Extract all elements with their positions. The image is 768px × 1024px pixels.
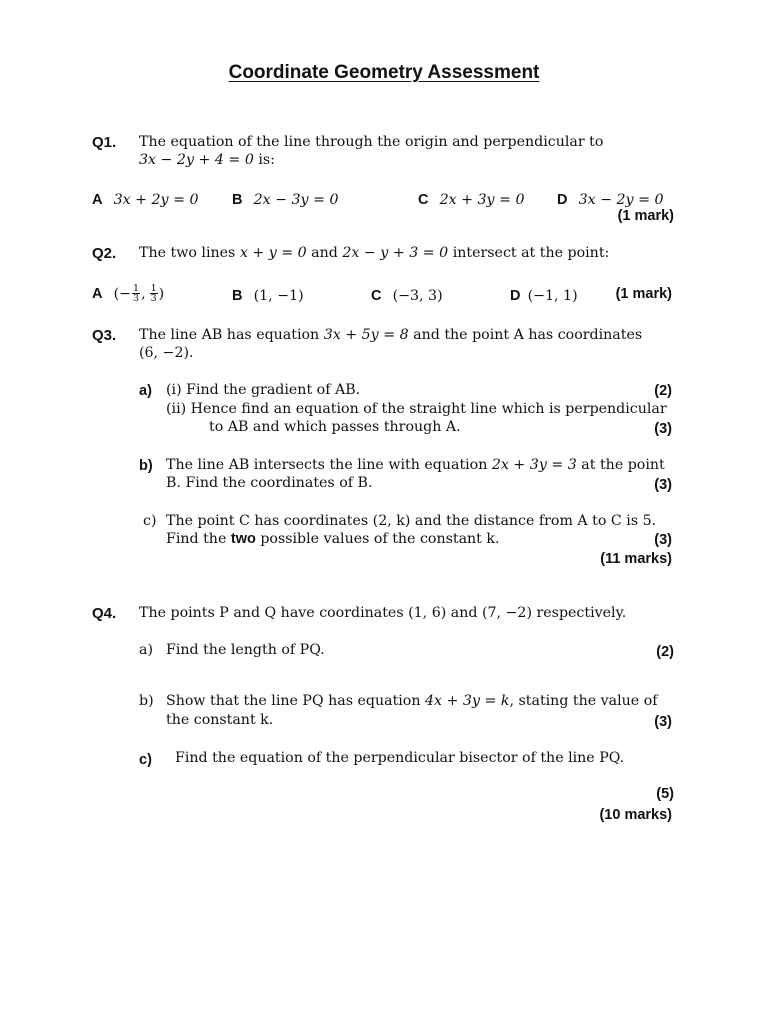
q1-option-d-label: D — [557, 192, 568, 208]
q3-total-marks: (11 marks) — [600, 551, 672, 567]
q1-option-a-label: A — [92, 192, 103, 208]
q3c-line2-b: possible values of the constant k. — [255, 531, 500, 547]
q2-option-a-open: (− — [113, 286, 132, 302]
q2-option-a-close: ) — [158, 286, 165, 302]
q2-eq1: 𝑥 + 𝑦 = 0 — [239, 245, 307, 261]
q4b-equation: 4𝑥 + 3𝑦 = 𝑘 — [425, 693, 510, 709]
q3-text-line2: (6, −2). — [139, 345, 194, 361]
q1-option-b-label: B — [232, 192, 243, 208]
q3b-line1-b: at the point — [576, 457, 665, 473]
q3a-part-i-marks: (2) — [654, 383, 672, 399]
q2-option-c — [371, 285, 443, 304]
q3-text-line1-b: and the point A has coordinates — [408, 327, 643, 343]
q3c-marks: (3) — [654, 532, 672, 548]
q1-number: Q1. — [92, 134, 117, 151]
q4c-label: c) — [139, 752, 152, 768]
q3b-marks: (3) — [654, 477, 672, 493]
q3c-line2-bold: two — [230, 531, 256, 547]
q1-option-b — [232, 189, 339, 208]
q2-option-d-value: (−1, 1) — [527, 288, 578, 304]
q1-option-a-value: 3𝑥 + 2𝑦 = 0 — [113, 192, 199, 208]
q2-option-b-label: B — [232, 288, 243, 304]
q4b-line1-a: Show that the line PQ has equation — [166, 693, 425, 709]
q4b-label: b) — [139, 693, 154, 709]
q4c-marks: (5) — [656, 786, 674, 802]
q1-text-tail: is: — [253, 152, 275, 168]
q3b-label: b) — [139, 458, 153, 474]
q1-option-d-value: 3𝑥 − 2𝑦 = 0 — [578, 192, 664, 208]
q2-option-a-sep: , — [141, 286, 146, 302]
q2-option-a — [92, 283, 164, 303]
q4a-label: a) — [139, 642, 153, 658]
q2-text-b: and — [306, 245, 343, 261]
q1-option-d — [557, 189, 664, 208]
q4c-text: Find the equation of the perpendicular bisector of the line PQ. — [175, 750, 625, 766]
q3-text-line1-a: The line AB has equation — [139, 327, 324, 343]
q1-option-a — [92, 189, 199, 208]
q3c-line2 — [166, 531, 500, 547]
q4a-marks: (2) — [656, 644, 674, 660]
q4-number: Q4. — [92, 605, 117, 622]
q3b-line1 — [166, 457, 665, 473]
q2-text-c: intersect at the point: — [448, 245, 610, 261]
q3b-line2: B. Find the coordinates of B. — [166, 475, 373, 491]
q4a-text: Find the length of PQ. — [166, 642, 325, 658]
q3a-part-i: (i) Find the gradient of AB. — [166, 382, 361, 398]
q4b-marks: (3) — [654, 714, 672, 730]
q3-number: Q3. — [92, 327, 117, 344]
q1-marks: (1 mark) — [617, 208, 674, 224]
q1-text-line1: The equation of the line through the origin and perpendicular to — [139, 134, 604, 150]
q3c-label: c) — [143, 513, 157, 529]
q1-text-line2 — [139, 152, 275, 168]
q4b-line2: the constant k. — [166, 712, 274, 728]
q2-text-a: The two lines — [139, 245, 240, 261]
q2-marks: (1 mark) — [615, 286, 672, 302]
q2-option-a-num1: 1 — [133, 283, 140, 294]
q3a-part-ii-marks: (3) — [654, 421, 672, 437]
q2-option-b-value: (1, −1) — [253, 288, 304, 304]
q1-option-c — [418, 189, 525, 208]
q2-option-c-value: (−3, 3) — [392, 288, 443, 304]
q3c-line1: The point C has coordinates (2, k) and the distance from A to C is 5. — [166, 513, 657, 529]
q2-option-d-label: D — [510, 288, 521, 304]
q2-option-a-num2: 1 — [150, 283, 157, 294]
q3b-equation: 2𝑥 + 3𝑦 = 3 — [491, 457, 577, 473]
q3b-line1-a: The line AB intersects the line with equation — [166, 457, 492, 473]
q3-equation: 3𝑥 + 5𝑦 = 8 — [323, 327, 409, 343]
q2-option-a-frac1 — [132, 284, 140, 303]
q2-option-a-den2: 3 — [150, 293, 157, 304]
q2-number: Q2. — [92, 245, 117, 262]
q2-option-d — [510, 285, 578, 304]
q3-text-line1 — [139, 327, 642, 343]
q3a-part-ii-line1: (ii) Hence find an equation of the straight line which is perpendicular — [166, 401, 667, 417]
q4-total-marks: (10 marks) — [599, 807, 672, 823]
q2-text — [139, 245, 609, 261]
q1-equation: 3𝑥 − 2𝑦 + 4 = 0 — [139, 152, 254, 168]
page-title: Coordinate Geometry Assessment — [228, 62, 540, 83]
q4-text: The points P and Q have coordinates (1, 6) and (7, −2) respectively. — [139, 605, 627, 621]
q2-option-c-label: C — [371, 288, 382, 304]
q2-option-b — [232, 285, 304, 304]
q4b-line1 — [166, 693, 658, 709]
q2-eq2: 2𝑥 − 𝑦 + 3 = 0 — [342, 245, 449, 261]
q2-option-a-den1: 3 — [133, 293, 140, 304]
q4b-line1-b: , stating the value of — [509, 693, 658, 709]
q1-option-c-label: C — [418, 192, 429, 208]
q2-option-a-label: A — [92, 286, 103, 302]
q1-option-c-value: 2𝑥 + 3𝑦 = 0 — [439, 192, 525, 208]
q2-option-a-frac2 — [150, 284, 158, 303]
q3c-line2-a: Find the — [166, 531, 231, 547]
q3a-label: a) — [139, 383, 152, 399]
q1-option-b-value: 2𝑥 − 3𝑦 = 0 — [253, 192, 339, 208]
q3a-part-ii-line2: to AB and which passes through A. — [209, 419, 461, 435]
